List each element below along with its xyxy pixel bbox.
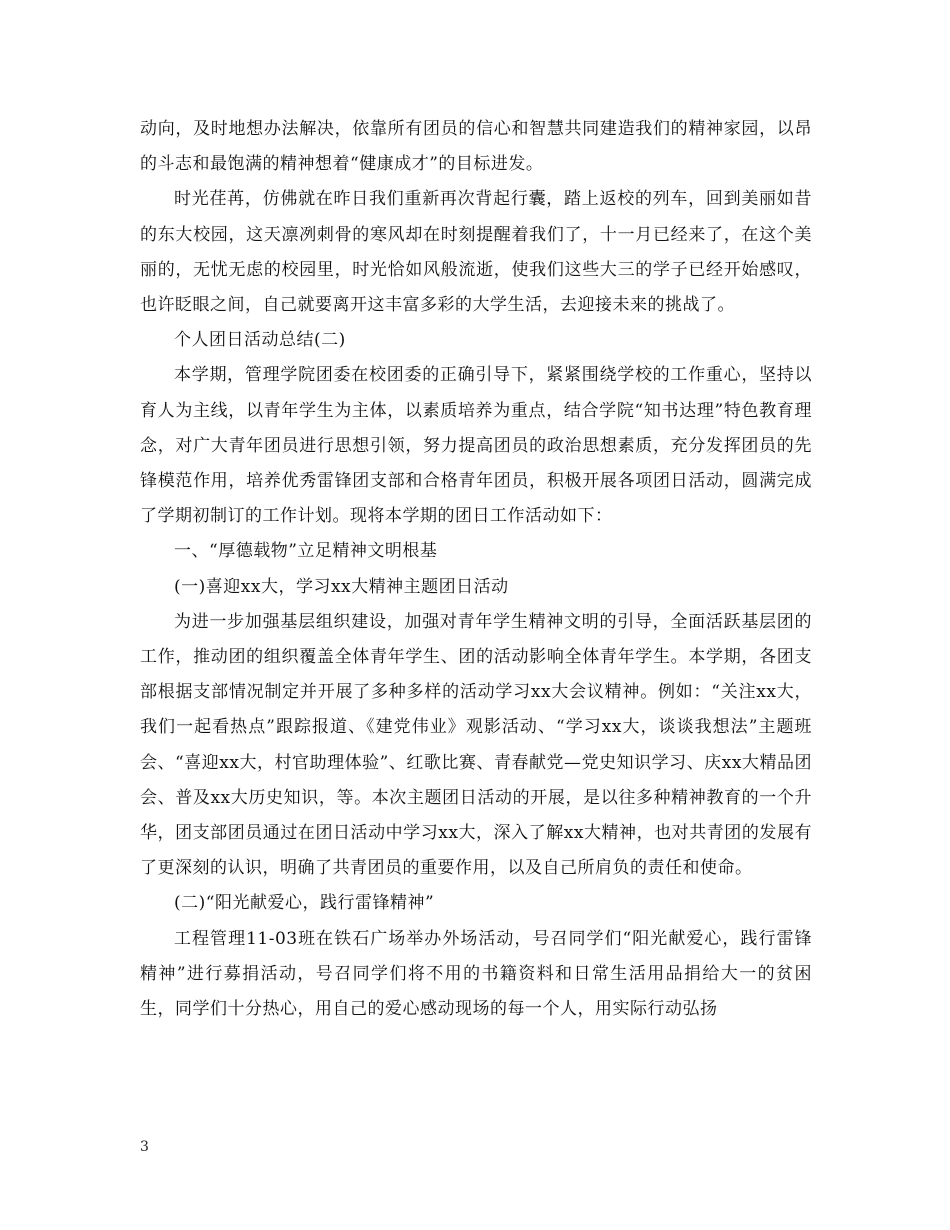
- paragraph-2: 时光荏苒，仿佛就在昨日我们重新再次背起行囊，踏上返校的列车，回到美丽如昔的东大校园，这天凛冽刺骨的寒风却在时刻提醒着我们了，十一月已经来了，在这个美丽的，无忧无虑的校园里，时光恰如风般流逝，使我们这些大三的学子已经开始感叹，也许眨眼之间，自己就要离开这丰富多彩的大学生活，去迎接未来的挑战了。: [140, 189, 812, 316]
- document-body: [140, 112, 812, 1027]
- paragraph-5: 工程管理11-03班在铁石广场举办外场活动，号召同学们“阳光献爱心，践行雷锋精神”进行募捐活动，号召同学们将不用的书籍资料和日常生活用品捐给大一的贫困生，同学们十分热心，用自己的爱心感动现场的每一个人，用实际行动弘扬: [140, 928, 812, 1020]
- paragraph-3: 本学期，管理学院团委在校团委的正确引导下，紧紧围绕学校的工作重心，坚持以育人为主线，以青年学生为主体，以素质培养为重点，结合学院“知书达理”特色教育理念，对广大青年团员进行思想引领，努力提高团员的政治思想素质，充分发挥团员的先锋模范作用，培养优秀雷锋团支部和合格青年团员，积极开展各项团日活动，圆满完成了学期初制订的工作计划。现将本学期的团日工作活动如下：: [140, 365, 812, 527]
- paragraph-4: 为进一步加强基层组织建设，加强对青年学生精神文明的引导，全面活跃基层团的工作，推动团的组织覆盖全体青年学生、团的活动影响全体青年学生。本学期，各团支部根据支部情况制定并开展了多种多样的活动学习xx大会议精神。例如：“关注xx大，我们一起看热点”跟踪报道、《建党伟业》观影活动、“学习xx大，谈谈我想法”主题班会、“喜迎xx大，村官助理体验”、红歌比赛、青春献党—党史知识学习、庆xx大精品团会、普及xx大历史知识，等。本次主题团日活动的开展，是以往多种精神教育的一个升华，团支部团员通过在团日活动中学习xx大，深入了解xx大精神，也对共青团的发展有了更深刻的认识，明确了共青团员的重要作用，以及自己所肩负的责任和使命。: [140, 611, 812, 879]
- page-number: 3: [140, 1139, 149, 1155]
- paragraph-1: 动向，及时地想办法解决，依靠所有团员的信心和智慧共同建造我们的精神家园，以昂的斗志和最饱满的精神想着“健康成才”的目标进发。: [140, 119, 812, 175]
- subheading-1-1: (一)喜迎xx大，学习xx大精神主题团日活动: [174, 576, 509, 597]
- section-heading-2: 个人团日活动总结(二): [174, 330, 346, 351]
- subheading-1-2: (二)“阳光献爱心，践行雷锋精神”: [174, 893, 435, 914]
- subheading-1: 一、“厚德载物”立足精神文明根基: [174, 541, 438, 562]
